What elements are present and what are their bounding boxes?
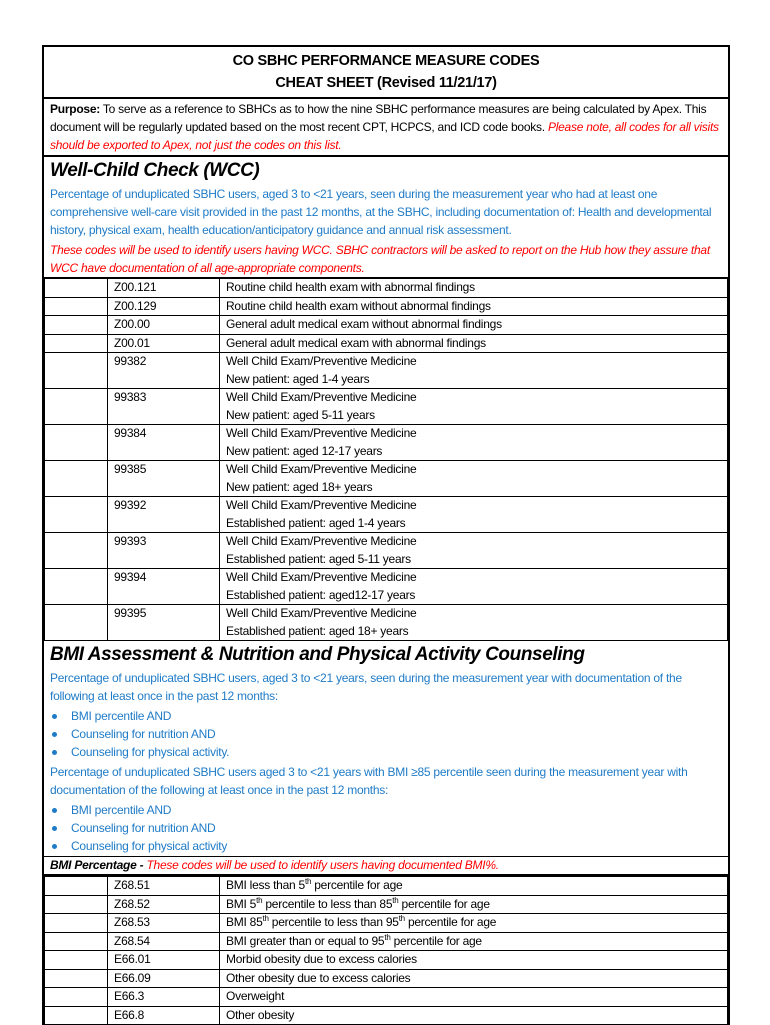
bullet-item: Counseling for nutrition AND — [50, 725, 722, 743]
desc-part: percentile for age — [404, 915, 497, 929]
bmi-description-2: Percentage of unduplicated SBHC users aged 3 to <21 years with BMI ≥85 percentile seen during the measurement year with documentation of the following at least once in the past 12 months: — [50, 765, 688, 797]
code-cell: 99393 — [108, 533, 220, 569]
description-line: Routine child health exam with abnormal findings — [226, 280, 475, 294]
description-line: Well Child Exam/Preventive Medicine — [226, 462, 417, 476]
description-cell — [220, 569, 728, 605]
description-cell — [220, 533, 728, 569]
table-row — [45, 297, 728, 316]
code-cell: 99385 — [108, 461, 220, 497]
table-row — [45, 533, 728, 569]
purpose-note: Please note, all codes for all visits should be exported to Apex, not just the codes on this list. — [50, 120, 719, 152]
blank-cell — [45, 1006, 108, 1025]
ordinal-suffix: th — [392, 895, 399, 905]
bmi-percentage-row — [44, 856, 728, 876]
description-line: Well Child Exam/Preventive Medicine — [226, 426, 417, 440]
description-cell — [220, 877, 728, 896]
purpose-text: To serve as a reference to SBHCs as to how the nine SBHC performance measures are being calculated by Apex. This document will be regularly updated based on the most recent CPT, HCPCS, and ICD code books. — [50, 102, 707, 134]
desc-part: Morbid obesity due to excess calories — [226, 952, 417, 966]
blank-cell — [45, 914, 108, 933]
description-cell — [220, 951, 728, 970]
wcc-heading: Well-Child Check (WCC) — [50, 160, 260, 181]
table-row — [45, 932, 728, 951]
ordinal-suffix: th — [304, 877, 312, 886]
table-row — [45, 389, 728, 425]
desc-part: percentile for age — [390, 933, 482, 948]
description-cell — [220, 895, 728, 914]
code-cell: Z00.00 — [108, 316, 220, 335]
desc-part: percentile for age — [311, 878, 403, 892]
desc-part: BMI 5 — [226, 896, 257, 911]
table-row — [45, 425, 728, 461]
description-cell — [220, 461, 728, 497]
desc-part: Overweight — [226, 989, 285, 1003]
table-row — [45, 569, 728, 605]
description-cell — [220, 278, 728, 297]
description-line: General adult medical exam without abnormal findings — [226, 317, 502, 331]
description-line-2: Established patient: aged 5-11 years — [226, 551, 411, 566]
desc-part: BMI less than 5 — [226, 878, 305, 892]
bullet-item: BMI percentile AND — [50, 707, 722, 725]
blank-cell — [45, 951, 108, 970]
table-row — [45, 334, 728, 353]
description-cell — [220, 969, 728, 988]
description-cell — [220, 353, 728, 389]
description-line: Well Child Exam/Preventive Medicine — [226, 534, 417, 548]
desc-part: BMI greater than or equal to 95 — [226, 933, 385, 948]
blank-cell — [45, 316, 108, 335]
description-line-2: New patient: aged 18+ years — [226, 479, 373, 494]
description-line: Well Child Exam/Preventive Medicine — [226, 570, 417, 584]
document-title — [44, 47, 728, 99]
title-line-1: CO SBHC PERFORMANCE MEASURE CODES — [232, 53, 540, 69]
ordinal-suffix: th — [256, 895, 263, 905]
table-row — [45, 895, 728, 914]
bmi-bullets-2 — [44, 800, 728, 856]
desc-part: percentile to less than 85 — [262, 896, 393, 911]
code-cell: 99382 — [108, 353, 220, 389]
desc-part: Other obesity due to excess calories — [226, 970, 411, 985]
ordinal-suffix: th — [398, 914, 405, 923]
wcc-codes-table — [44, 277, 728, 641]
description-cell — [220, 932, 728, 951]
blank-cell — [45, 533, 108, 569]
bmi-percentage-note: These codes will be used to identify users having documented BMI%. — [146, 858, 499, 872]
blank-cell — [45, 497, 108, 533]
description-line-2: Established patient: aged 18+ years — [226, 623, 409, 638]
bmi-codes-table — [44, 876, 728, 1025]
code-cell: Z00.121 — [108, 278, 220, 297]
bullet-item: BMI percentile AND — [50, 801, 722, 819]
blank-cell — [45, 425, 108, 461]
table-row — [45, 461, 728, 497]
blank-cell — [45, 877, 108, 896]
description-line-2: Established patient: aged12-17 years — [226, 587, 416, 602]
wcc-description: Percentage of unduplicated SBHC users, aged 3 to <21 years, seen during the measurement year who had at least one comprehensive well-care visit provided in the past 12 months, at the SBHC, including documentation of: Health and developmental history, physical exam, health education/anticipatory guidance and annual risk assessment. — [50, 187, 712, 237]
code-cell: Z68.51 — [108, 877, 220, 896]
blank-cell — [45, 334, 108, 353]
table-row — [45, 316, 728, 335]
bmi-bullets-1 — [44, 706, 728, 762]
code-cell: E66.01 — [108, 951, 220, 970]
code-cell: Z68.53 — [108, 914, 220, 933]
bmi-percentage-label: BMI Percentage - — [50, 858, 147, 872]
description-line: Well Child Exam/Preventive Medicine — [226, 390, 417, 404]
blank-cell — [45, 605, 108, 641]
description-cell — [220, 497, 728, 533]
blank-cell — [45, 932, 108, 951]
code-cell: Z00.129 — [108, 297, 220, 316]
table-row — [45, 951, 728, 970]
table-row — [45, 988, 728, 1007]
description-cell — [220, 1006, 728, 1025]
blank-cell — [45, 278, 108, 297]
description-line: General adult medical exam with abnormal findings — [226, 335, 486, 350]
code-cell: E66.3 — [108, 988, 220, 1007]
bullet-item: Counseling for nutrition AND — [50, 819, 722, 837]
description-cell — [220, 605, 728, 641]
description-cell — [220, 297, 728, 316]
blank-cell — [45, 297, 108, 316]
description-line-2: New patient: aged 5-11 years — [226, 407, 375, 422]
description-line: Well Child Exam/Preventive Medicine — [226, 498, 417, 512]
blank-cell — [45, 569, 108, 605]
blank-cell — [45, 895, 108, 914]
code-cell: 99395 — [108, 605, 220, 641]
ordinal-suffix: th — [262, 914, 269, 923]
cheat-sheet-document — [42, 45, 730, 1025]
bullet-item: Counseling for physical activity — [50, 837, 722, 855]
ordinal-suffix: th — [384, 932, 391, 942]
title-line-2: CHEAT SHEET (Revised 11/21/17) — [275, 75, 497, 91]
bullet-item: Counseling for physical activity. — [50, 743, 722, 761]
description-cell — [220, 389, 728, 425]
table-row — [45, 1006, 728, 1025]
blank-cell — [45, 969, 108, 988]
code-cell: E66.09 — [108, 969, 220, 988]
purpose-label: Purpose: — [50, 102, 101, 116]
code-cell: E66.8 — [108, 1006, 220, 1025]
description-line: Routine child health exam without abnormal findings — [226, 298, 491, 313]
desc-part: BMI 85 — [226, 915, 263, 929]
code-cell: 99384 — [108, 425, 220, 461]
bmi-description-1: Percentage of unduplicated SBHC users, aged 3 to <21 years, seen during the measurement year with documentation of the following at least once in the past 12 months: — [50, 671, 682, 703]
table-row — [45, 605, 728, 641]
description-cell — [220, 425, 728, 461]
table-row — [45, 914, 728, 933]
description-cell — [220, 988, 728, 1007]
table-row — [45, 497, 728, 533]
blank-cell — [45, 353, 108, 389]
bmi-heading: BMI Assessment & Nutrition and Physical Activity Counseling — [50, 644, 585, 665]
code-cell: 99394 — [108, 569, 220, 605]
description-line-2: New patient: aged 1-4 years — [226, 371, 370, 386]
description-cell — [220, 316, 728, 335]
code-cell: Z00.01 — [108, 334, 220, 353]
table-row — [45, 278, 728, 297]
code-cell: Z68.54 — [108, 932, 220, 951]
code-cell: 99392 — [108, 497, 220, 533]
code-cell: 99383 — [108, 389, 220, 425]
desc-part: Other obesity — [226, 1007, 295, 1022]
desc-part: percentile for age — [398, 896, 490, 911]
desc-part: percentile to less than 95 — [268, 915, 399, 929]
blank-cell — [45, 389, 108, 425]
blank-cell — [45, 461, 108, 497]
description-line-2: New patient: aged 12-17 years — [226, 443, 383, 458]
purpose-paragraph — [44, 99, 728, 157]
table-row — [45, 969, 728, 988]
table-row — [45, 877, 728, 896]
wcc-note: These codes will be used to identify users having WCC. SBHC contractors will be asked to report on the Hub how they assure that WCC have documentation of all age-appropriate components. — [50, 243, 710, 275]
description-line: Well Child Exam/Preventive Medicine — [226, 606, 417, 620]
blank-cell — [45, 988, 108, 1007]
description-cell — [220, 334, 728, 353]
description-line: Well Child Exam/Preventive Medicine — [226, 354, 417, 368]
description-line-2: Established patient: aged 1-4 years — [226, 515, 406, 530]
description-cell — [220, 914, 728, 933]
table-row — [45, 353, 728, 389]
code-cell: Z68.52 — [108, 895, 220, 914]
